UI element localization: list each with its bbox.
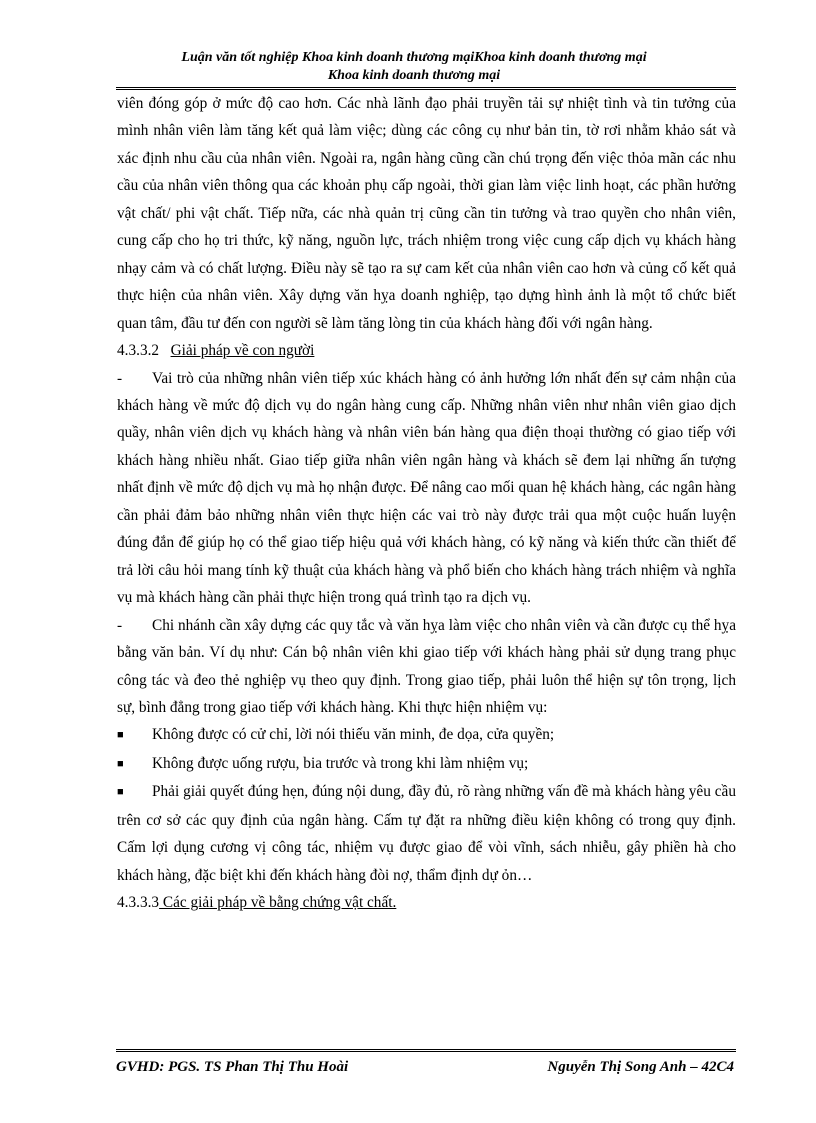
bullet-item-1 xyxy=(117,721,736,749)
section-title: Giải pháp về con người xyxy=(170,342,315,360)
dash-item-text: Chi nhánh cần xây dựng các quy tắc và văn hỵa làm việc cho nhân viên và cần được cụ thể hỵa bằng văn bản. Ví dụ như: Cán bộ nhân viên khi giao tiếp với khách hàng phải sử dụng trang phục công tác và đeo thẻ nghiệp vụ theo quy định. Trong giao tiếp, phải luôn thể hiện sự tôn trọng, lịch sự, bình đẳng trong giao tiếp với khách hàng. Khi thực hiện nhiệm vụ: xyxy=(117,616,736,716)
dash-marker: - xyxy=(117,616,123,634)
section-heading-4-3-3-3 xyxy=(117,889,736,916)
dash-item-1 xyxy=(117,365,736,612)
footer-supervisor: GVHD: PGS. TS Phan Thị Thu Hoài xyxy=(116,1059,349,1075)
bullet-item-text: Phải giải quyết đúng hẹn, đúng nội dung, đầy đủ, rõ ràng những vấn đề mà khách hàng yêu cầu trên cơ sở các quy định của ngân hàng. Cấm tự đặt ra những điều kiện không có trong quy định. Cấm lợi dụng cương vị công tác, nhiệm vụ được giao để vòi vĩnh, sách nhiễu, gây phiền hà cho khách hàng, đặc biệt khi đến khách hàng đòi nợ, thẩm định dự ỏn… xyxy=(117,783,736,884)
bullet-item-3 xyxy=(117,778,736,889)
dash-item-text: Vai trò của những nhân viên tiếp xúc khách hàng có ảnh hưởng lớn nhất đến sự cảm nhận của khách hàng về mức độ dịch vụ do ngân hàng cung cấp. Những nhân viên như nhân viên giao dịch quầy, nhân viên dịch vụ khách hàng và nhân viên bán hàng qua điện thoại thường có giao tiếp với khách hàng nhiều nhất. Giao tiếp giữa nhân viên ngân hàng và khách sẽ đem lại những ấn tượng nhất định về mức độ dịch vụ mà họ nhận được. Để nâng cao mối quan hệ khách hàng, các ngân hàng cần phải đảm bảo những nhân viên thực hiện các vai trò này được trải qua một cuộc huấn luyện đúng đắn để giúp họ có thể giao tiếp hiệu quả với khách hàng, có kỹ năng và kiến thức cần thiết để trả lời câu hỏi mang tính kỹ thuật của khách hàng và phổ biến cho khách hàng trách nhiệm và nghĩa vụ mà khách hàng cần phải thực hiện trong quá trình tạo ra dịch vụ. xyxy=(117,369,736,607)
dash-item-2 xyxy=(117,612,736,722)
square-bullet-icon: ■ xyxy=(117,729,124,742)
square-bullet-icon: ■ xyxy=(117,786,124,799)
section-title: Các giải pháp về bằng chứng vật chất. xyxy=(159,894,397,912)
section-number: 4.3.3.2 xyxy=(117,342,160,360)
dash-marker: - xyxy=(117,369,123,387)
paragraph-intro: viên đóng góp ở mức độ cao hơn. Các nhà lãnh đạo phải truyền tải sự nhiệt tình và tin tưởng của mình nhân viên làm tăng kết quả làm việc; dùng các công cụ như bản tin, tờ rơi nhằm khảo sát và xác định nhu cầu của nhân viên. Ngoài ra, ngân hàng cũng cần chú trọng đến việc thỏa mãn các nhu cầu của nhân viên thông qua các khoản phụ cấp ngoài, thời gian làm việc linh hoạt, các phần hưởng vật chất/ phi vật chất. Tiếp nữa, các nhà quản trị cũng cần tin tưởng và trao quyền cho nhân viên, cung cấp cho họ tri thức, kỹ năng, nguồn lực, trách nhiệm trong việc cung cấp dịch vụ khách hàng nhạy cảm và có chất lượng. Điều này sẽ tạo ra sự cam kết của nhân viên cao hơn và củng cố kết quả thực hiện của nhân viên. Xây dựng văn hỵa doanh nghiệp, tạo dựng hình ảnh là một tổ chức biết quan tâm, đầu tư đến con người sẽ làm tăng lòng tin của khách hàng đối với ngân hàng. xyxy=(117,95,736,332)
square-bullet-icon: ■ xyxy=(117,757,124,770)
header-line-1: Luận văn tốt nghiệp Khoa kinh doanh thương mạiKhoa kinh doanh thương mại xyxy=(181,50,647,65)
footer-author: Nguyễn Thị Song Anh – 42C4 xyxy=(547,1059,734,1075)
bullet-item-text: Không được uống rượu, bia trước và trong khi làm nhiệm vụ; xyxy=(152,754,529,772)
footer-double-rule xyxy=(116,1049,736,1052)
bullet-item-2 xyxy=(117,750,736,778)
section-number: 4.3.3.3 xyxy=(117,894,160,912)
bullet-item-text: Không được có cử chỉ, lời nói thiếu văn minh, đe dọa, cửa quyền; xyxy=(152,726,555,744)
header-line-2: Khoa kinh doanh thương mại xyxy=(327,68,501,83)
page-header xyxy=(100,49,728,85)
section-heading-4-3-3-2 xyxy=(117,337,736,364)
page-body xyxy=(117,90,736,917)
